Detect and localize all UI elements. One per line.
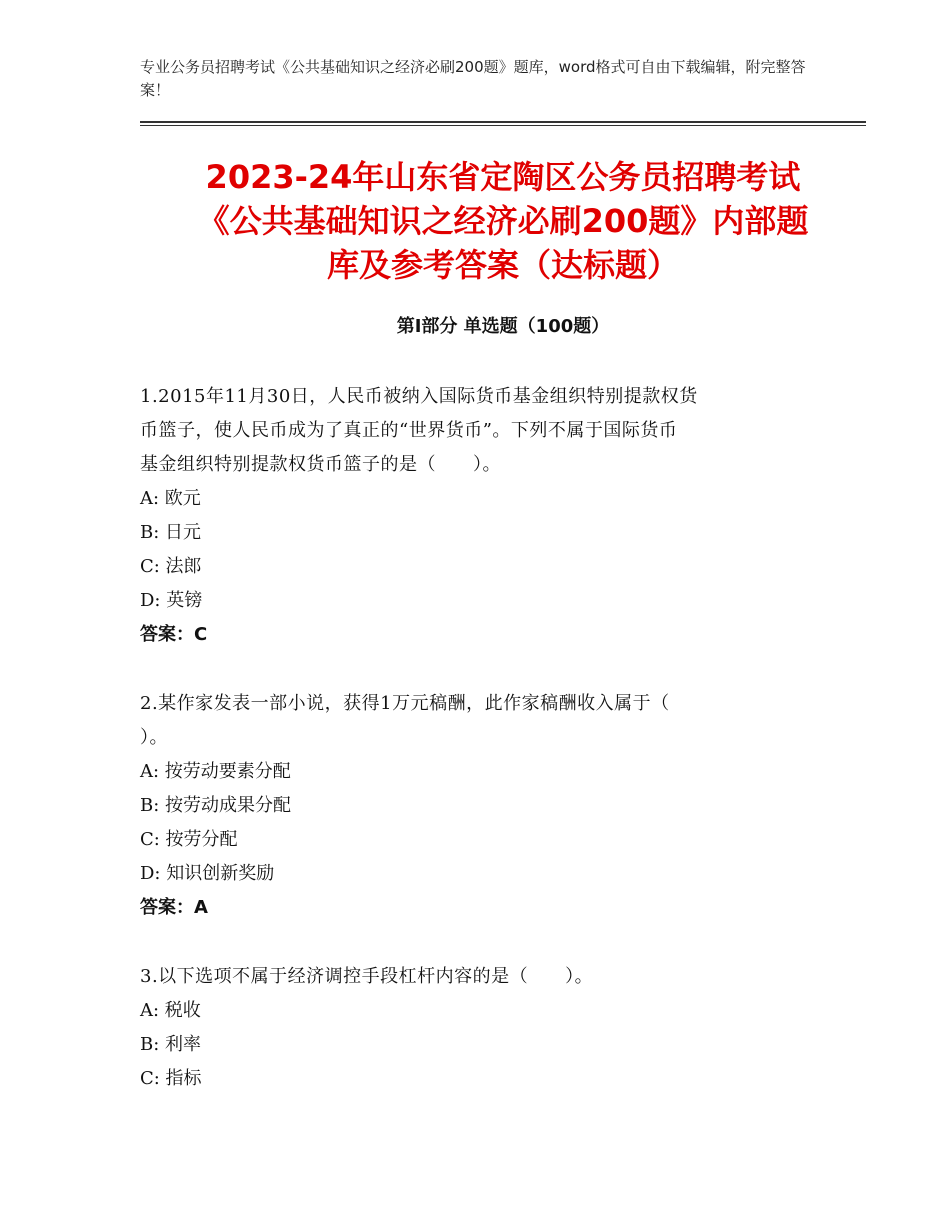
option-c: C: 法郎 bbox=[140, 556, 202, 577]
option-a: A: 税收 bbox=[140, 1000, 201, 1021]
header-rule-thin bbox=[140, 125, 866, 126]
question-text-line: 2.某作家发表一部小说，获得1万元稿酬，此作家稿酬收入属于（ bbox=[140, 693, 670, 714]
option-d: D: 知识创新奖励 bbox=[140, 863, 275, 884]
option-b: B: 日元 bbox=[140, 522, 202, 543]
option-d: D: 英镑 bbox=[140, 590, 203, 611]
header-rule-thick bbox=[140, 121, 866, 123]
option-b: B: 按劳动成果分配 bbox=[140, 795, 292, 816]
question-3 bbox=[140, 960, 840, 1096]
title-line: 《公共基础知识之经济必刷200题》内部题 bbox=[197, 202, 809, 240]
question-text-line: 3.以下选项不属于经济调控手段杠杆内容的是（ ）。 bbox=[140, 966, 594, 987]
option-a: A: 欧元 bbox=[140, 488, 201, 509]
question-1 bbox=[140, 380, 840, 652]
title-line: 2023-24年山东省定陶区公务员招聘考试 bbox=[205, 158, 801, 196]
question-text-line: 基金组织特别提款权货币篮子的是（ ）。 bbox=[140, 454, 501, 475]
question-text-line: 1.2015年11月30日，人民币被纳入国际货币基金组织特别提款权货 bbox=[140, 386, 698, 407]
question-text-line: ）。 bbox=[140, 727, 168, 748]
option-b: B: 利率 bbox=[140, 1034, 202, 1055]
option-a: A: 按劳动要素分配 bbox=[140, 761, 291, 782]
header-note: 专业公务员招聘考试《公共基础知识之经济必刷200题》题库，word格式可自由下载编辑，附完整答案！ bbox=[140, 58, 806, 99]
document-title bbox=[140, 155, 866, 287]
section-title: 第Ⅰ部分 单选题（100题） bbox=[396, 316, 610, 337]
question-text-line: 币篮子，使人民币成为了真正的“世界货币”。下列不属于国际货币 bbox=[140, 420, 678, 441]
answer: 答案：A bbox=[140, 897, 208, 918]
title-line: 库及参考答案（达标题） bbox=[326, 246, 679, 284]
option-c: C: 指标 bbox=[140, 1068, 202, 1089]
option-c: C: 按劳分配 bbox=[140, 829, 238, 850]
question-2 bbox=[140, 687, 840, 925]
answer: 答案：C bbox=[140, 624, 208, 645]
